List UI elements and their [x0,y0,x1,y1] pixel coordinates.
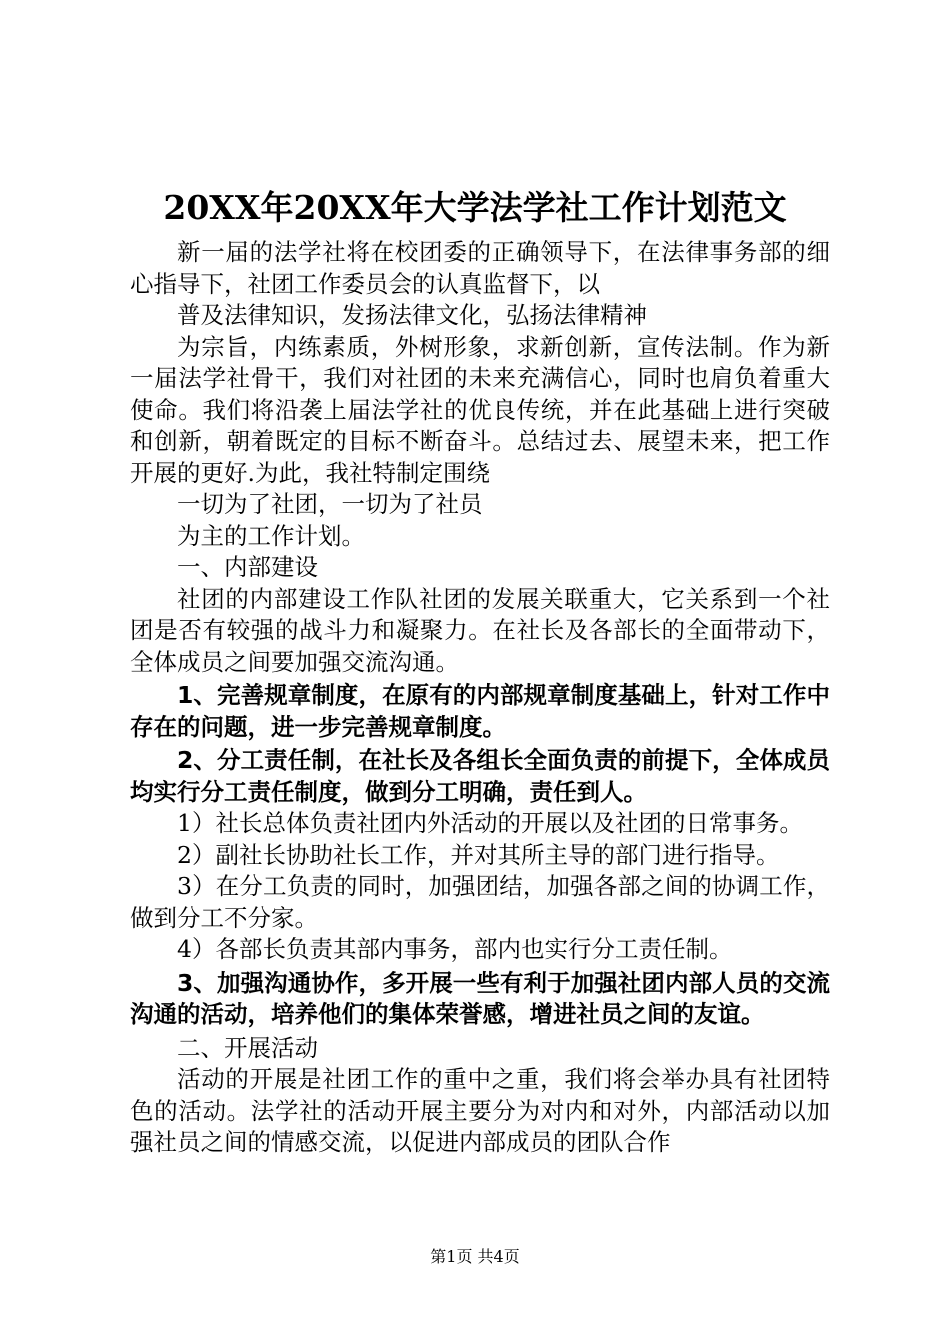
section-heading: 二、开展活动 [177,1033,318,1062]
document-body [130,237,830,1159]
paragraph: 为宗旨，内练素质，外树形象，求新创新，宣传法制。作为新一届法学社骨干，我们对社团的未来充满信心，同时也肩负着重大使命。我们将沿袭上届法学社的优良传统，并在此基础上进行突破和创新，朝着既定的目标不断奋斗。总结过去、展望未来，把工作开展的更好.为此，我社特制定围绕 [130,332,830,487]
list-item: 3）在分工负责的同时，加强团结，加强各部之间的协调工作，做到分工不分家。 [130,872,830,932]
section-heading: 一、内部建设 [177,553,318,581]
bold-paragraph: 3、加强沟通协作，多开展一些有利于加强社团内部人员的交流沟通的活动，培养他们的集体荣誉感，增进社员之间的友谊。 [130,968,830,1028]
paragraph: 社团的内部建设工作队社团的发展关联重大，它关系到一个社团是否有较强的战斗力和凝聚力。在社长及各部长的全面带动下，全体成员之间要加强交流沟通。 [130,584,830,676]
paragraph: 为主的工作计划。 [177,521,365,550]
paragraph: 活动的开展是社团工作的重中之重，我们将会举办具有社团特色的活动。法学社的活动开展主要分为对内和对外，内部活动以加强社员之间的情感交流，以促进内部成员的团队合作 [130,1065,830,1156]
paragraph: 普及法律知识，发扬法律文化，弘扬法律精神 [177,301,647,329]
page-footer: 第1页 共4页 [430,1247,520,1266]
list-item: 2）副社长协助社长工作，并对其所主导的部门进行指导。 [177,840,780,869]
list-item: 4）各部长负责其部内事务，部内也实行分工责任制。 [177,935,733,963]
list-item: 1）社长总体负责社团内外活动的开展以及社团的日常事务。 [177,809,803,837]
document-title: 20XX年20XX年大学法学社工作计划范文 [163,188,787,227]
paragraph: 新一届的法学社将在校团委的正确领导下，在法律事务部的细心指导下，社团工作委员会的认真监督下，以 [130,238,830,298]
bold-paragraph: 1、完善规章制度，在原有的内部规章制度基础上，针对工作中存在的问题，进一步完善规章制度。 [130,681,830,741]
paragraph: 一切为了社团，一切为了社员 [177,490,483,518]
bold-paragraph: 2、分工责任制，在社长及各组长全面负责的前提下，全体成员均实行分工责任制度，做到分工明确，责任到人。 [130,746,830,806]
